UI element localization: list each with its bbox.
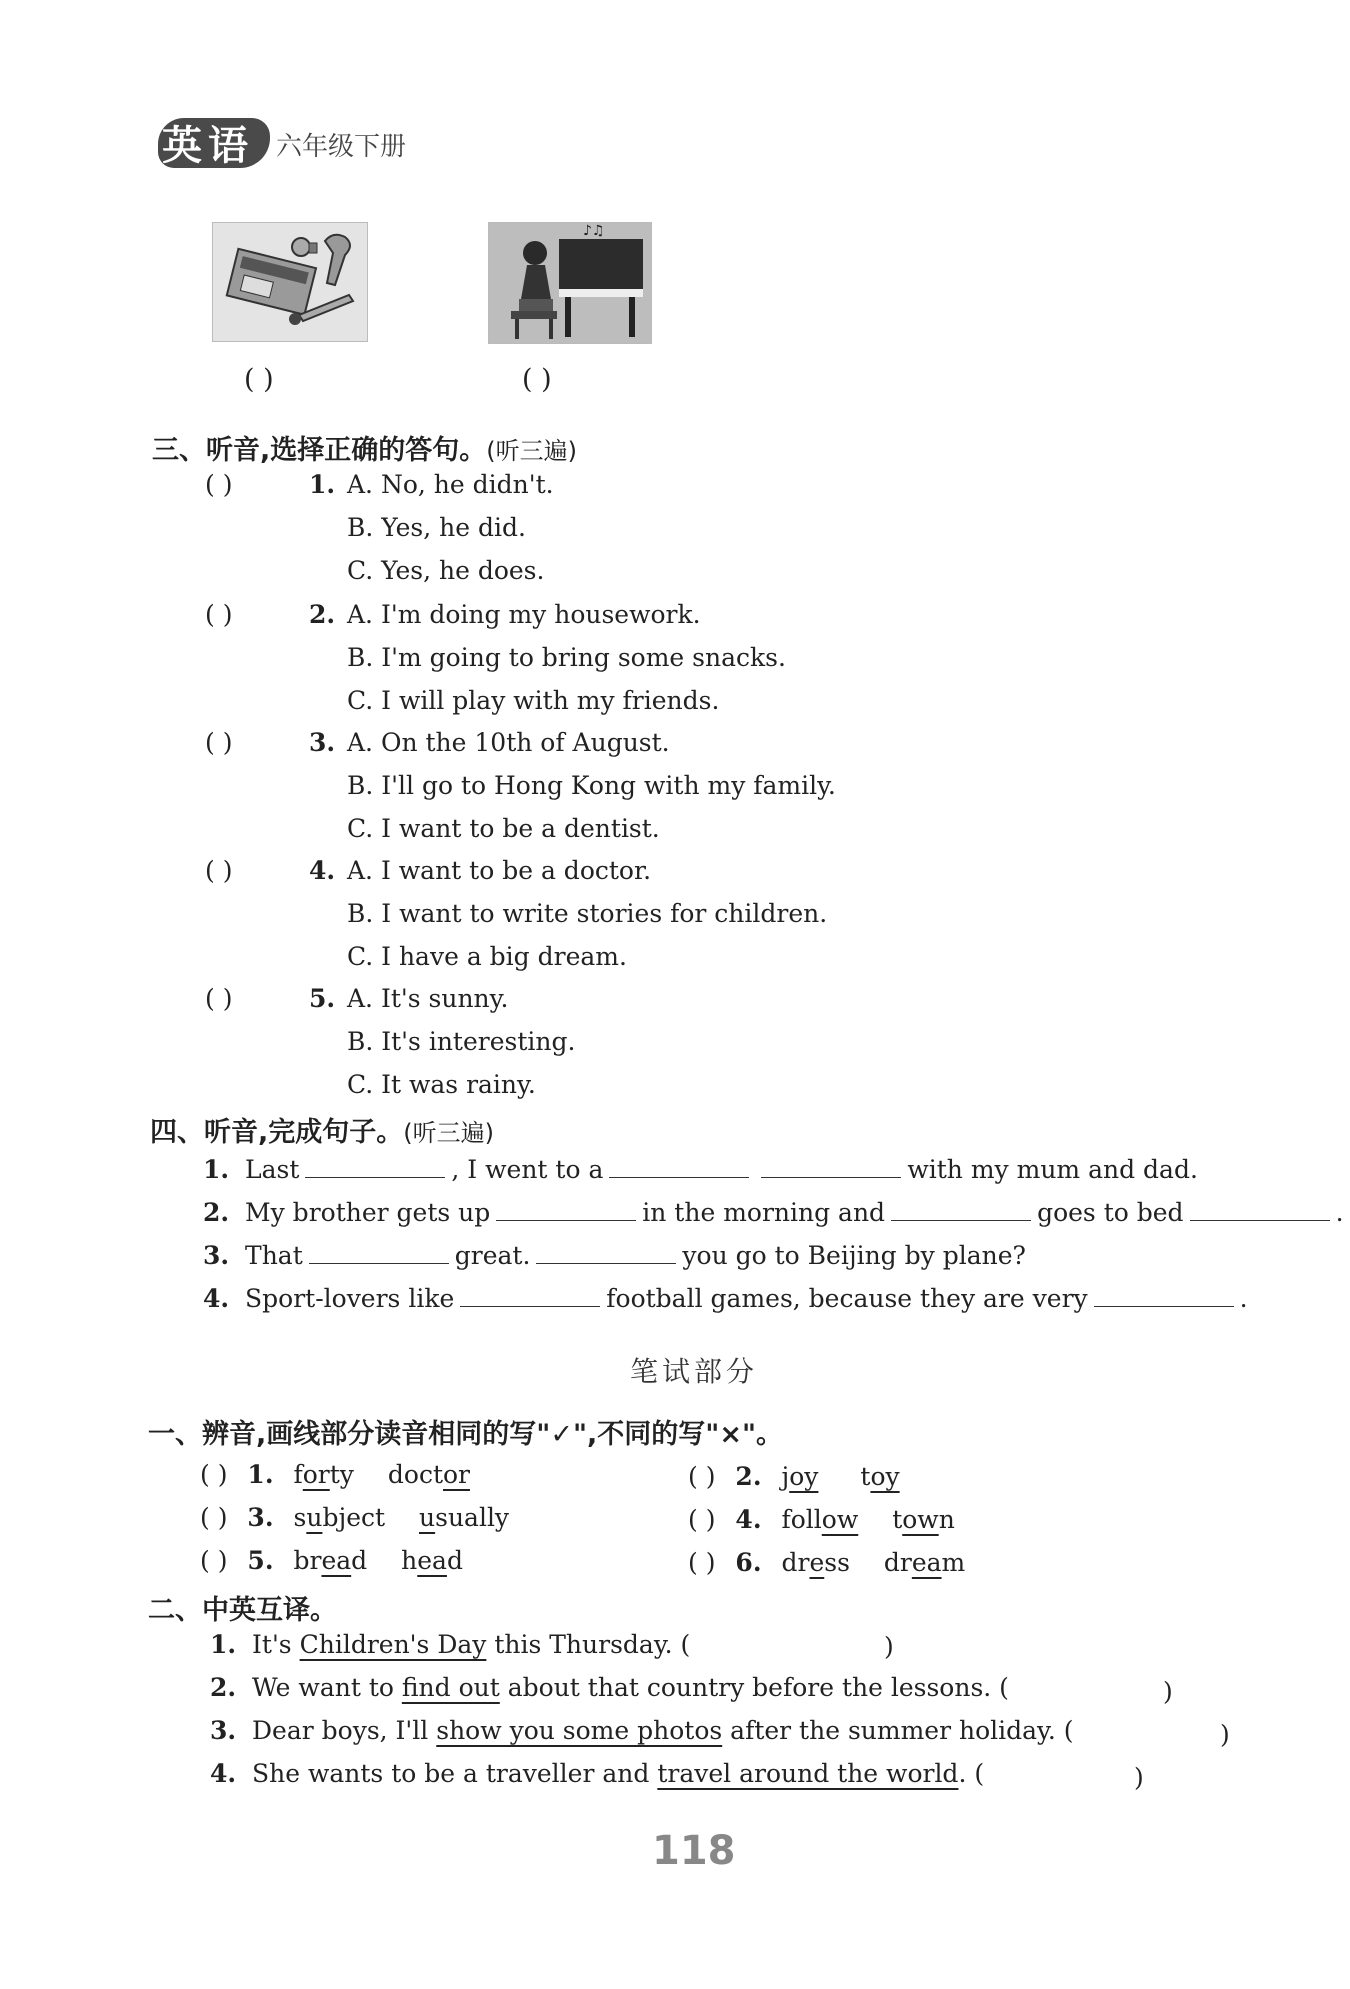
blank-input[interactable] [536, 1241, 676, 1264]
translate-item-4: 4. She wants to be a traveller and travel around the world. ( [210, 1759, 985, 1788]
answer-paren[interactable]: ( ) [688, 1548, 716, 1577]
blank-input[interactable] [891, 1198, 1031, 1221]
question-number: 4. [309, 856, 336, 885]
option-b: B. I'll go to Hong Kong with my family. [347, 771, 836, 800]
phonics-item-1: ( ) 1. forty doctor [200, 1460, 471, 1489]
sentence-1: 1. Last , I went to a with my mum and dad. [203, 1155, 1198, 1184]
translate-item-1: 1. It's Children's Day this Thursday. ( [210, 1630, 691, 1659]
question-number: 3. [309, 728, 336, 757]
answer-paren[interactable]: ( ) [200, 1460, 228, 1489]
option-c: C. I want to be a dentist. [347, 814, 660, 843]
answer-paren[interactable]: ( ) [200, 1546, 228, 1575]
blank-input[interactable] [609, 1155, 749, 1178]
svg-text:♪♫: ♪♫ [583, 223, 605, 239]
option-a: A. I want to be a doctor. [347, 856, 652, 885]
option-c: C. Yes, he does. [347, 556, 545, 585]
section3-title: 三、听音,选择正确的答句。(听三遍) [152, 435, 577, 466]
sentence-2: 2. My brother gets up in the morning and goes to bed . [203, 1198, 1344, 1227]
sentence-4: 4. Sport-lovers like football games, because they are very . [203, 1284, 1248, 1313]
question-number: 2. [309, 600, 336, 629]
phonics-item-4: ( ) 4. follow town [688, 1505, 955, 1534]
answer-paren[interactable]: ( ) [688, 1505, 716, 1534]
blank-input[interactable] [460, 1284, 600, 1307]
blank-input[interactable] [305, 1155, 445, 1178]
page-number: 118 [652, 1828, 736, 1874]
option-a: A. On the 10th of August. [347, 728, 670, 757]
answer-paren[interactable]: ( ) [205, 470, 233, 499]
question-number: 1. [309, 470, 336, 499]
phonics-item-6: ( ) 6. dress dream [688, 1548, 966, 1577]
close-paren: ) [1163, 1677, 1173, 1706]
option-b: B. I want to write stories for children. [347, 899, 828, 928]
phonics-item-2: ( ) 2. joy toy [688, 1462, 900, 1491]
picture-answer-paren-1[interactable]: ( ) [244, 364, 274, 395]
picture-answer-paren-2[interactable]: ( ) [522, 364, 552, 395]
phonics-item-5: ( ) 5. bread head [200, 1546, 463, 1575]
picture-board-game [212, 222, 368, 342]
answer-paren[interactable]: ( ) [205, 728, 233, 757]
translate-item-3: 3. Dear boys, I'll show you some photos after the summer holiday. ( [210, 1716, 1074, 1745]
written2-title: 二、中英互译。 [148, 1595, 337, 1626]
close-paren: ) [1220, 1720, 1230, 1749]
answer-paren[interactable]: ( ) [200, 1503, 228, 1532]
question-row [205, 470, 232, 499]
blank-input[interactable] [309, 1241, 449, 1264]
picture-piano-girl [488, 222, 652, 344]
answer-paren[interactable]: ( ) [688, 1462, 716, 1491]
sentence-3: 3. That great. you go to Beijing by plane? [203, 1241, 1026, 1270]
translate-item-2: 2. We want to find out about that country before the lessons. ( [210, 1673, 1009, 1702]
option-a: A. No, he didn't. [347, 470, 554, 499]
blank-input[interactable] [496, 1198, 636, 1221]
option-a: A. It's sunny. [347, 984, 509, 1013]
written-part-title: 笔试部分 [630, 1355, 759, 1388]
blank-input[interactable] [1190, 1198, 1330, 1221]
option-c: C. It was rainy. [347, 1070, 536, 1099]
option-c: C. I will play with my friends. [347, 686, 720, 715]
phonics-item-3: ( ) 3. subject usually [200, 1503, 510, 1532]
option-b: B. I'm going to bring some snacks. [347, 643, 786, 672]
question-number: 5. [309, 984, 336, 1013]
answer-paren[interactable]: ( ) [205, 600, 233, 629]
blank-input[interactable] [761, 1155, 901, 1178]
answer-paren[interactable]: ( ) [205, 856, 233, 885]
option-b: B. Yes, he did. [347, 513, 526, 542]
answer-paren[interactable]: ( ) [205, 984, 233, 1013]
grade-label: 六年级下册 [276, 132, 407, 162]
close-paren: ) [1134, 1763, 1144, 1792]
option-c: C. I have a big dream. [347, 942, 627, 971]
written1-title: 一、辨音,画线部分读音相同的写"✓",不同的写"×"。 [148, 1419, 784, 1450]
close-paren: ) [884, 1632, 894, 1661]
section4-title: 四、听音,完成句子。(听三遍) [150, 1117, 494, 1148]
option-b: B. It's interesting. [347, 1027, 576, 1056]
option-a: A. I'm doing my housework. [347, 600, 701, 629]
blank-input[interactable] [1094, 1284, 1234, 1307]
subject-title: 英语 [162, 123, 254, 169]
